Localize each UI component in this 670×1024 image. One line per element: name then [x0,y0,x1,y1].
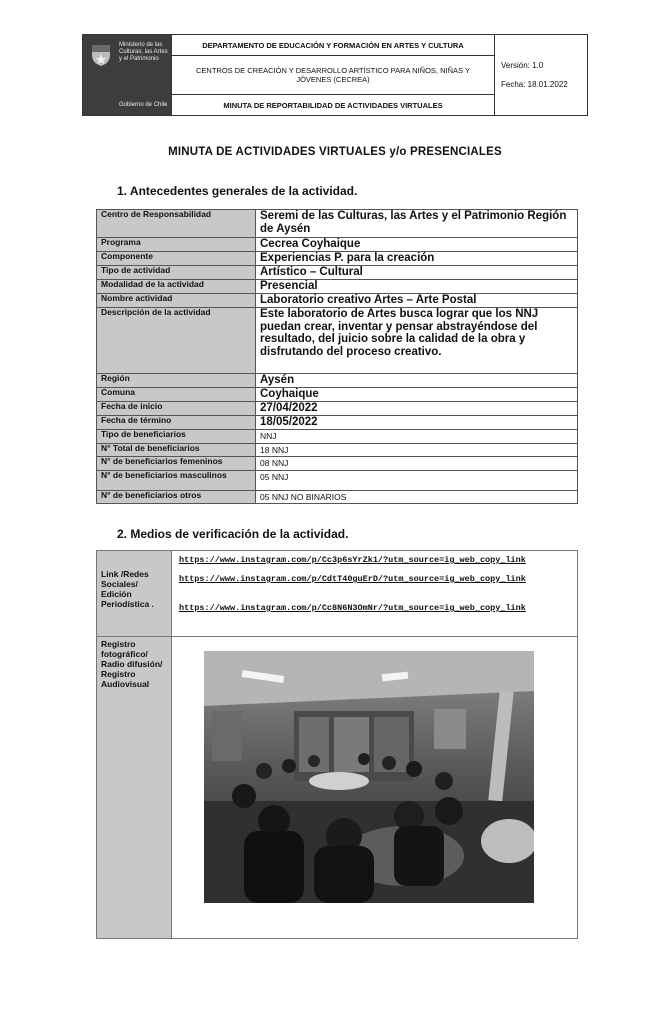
row-value: 05 NNJ NO BINARIOS [256,490,578,504]
row-value: 18/05/2022 [256,416,578,430]
document-type: MINUTA DE REPORTABILIDAD DE ACTIVIDADES VIRTUALES [223,100,443,110]
section1-heading: 1. Antecedentes generales de la actividad. [117,184,358,198]
row-value: Aysén [256,374,578,388]
links-label: Link /Redes Sociales/ Edición Periodística . [97,551,172,637]
row-value: Experiencias P. para la creación [256,252,578,266]
document-header [82,34,588,116]
instagram-link-3[interactable]: https://www.instagram.com/p/Cc8N6N3OmNr/?utm_source=ig_web_copy_link [179,603,526,613]
date-label: Fecha: 18.01.2022 [501,80,568,89]
row-value: Presencial [256,280,578,294]
row-label: N° Total de beneficiarios [97,443,256,457]
row-label: Modalidad de la actividad [97,280,256,294]
row-label: Comuna [97,388,256,402]
ministry-logo [83,35,171,115]
row-label: N° de beneficiarios masculinos [97,470,256,490]
row-value: 08 NNJ [256,457,578,471]
photo-label: Registro fotográfico/ Radio difusión/ Registro Audiovisual [97,637,172,939]
row-value: 27/04/2022 [256,402,578,416]
row-label: Tipo de beneficiarios [97,430,256,444]
page-title: MINUTA DE ACTIVIDADES VIRTUALES y/o PRESENCIALES [168,146,502,158]
instagram-link-1[interactable]: https://www.instagram.com/p/Cc3p6sYrZk1/?utm_source=ig_web_copy_link [179,555,526,565]
activity-photo [204,651,534,903]
row-value: Artístico – Cultural [256,266,578,280]
program-title: CENTROS DE CREACIÓN Y DESARROLLO ARTÍSTICO PARA NIÑOS, NIÑAS Y JÓVENES (CECREA) [172,56,494,95]
coat-of-arms-icon [89,41,113,67]
row-value: Este laboratorio de Artes busca lograr que los NNJ puedan crear, inventar y pensar abstrayéndose del resultado, del juicio sobre la calidad de la obra y disfrutando del proceso creativo. [256,308,578,374]
department-title: DEPARTAMENTO DE EDUCACIÓN Y FORMACIÓN EN ARTES Y CULTURA [172,35,494,56]
row-value: Laboratorio creativo Artes – Arte Postal [256,294,578,308]
verification-table [96,550,578,939]
row-value: Coyhaique [256,388,578,402]
row-value: Seremi de las Culturas, las Artes y el Patrimonio Región de Aysén [256,210,578,238]
version-label: Versión: 1.0 [501,61,544,70]
gobierno-label: Gobierno de Chile [119,102,168,108]
row-value: Cecrea Coyhaique [256,238,578,252]
instagram-link-2[interactable]: https://www.instagram.com/p/CdtT40guErD/?utm_source=ig_web_copy_link [179,574,526,584]
row-label: Tipo de actividad [97,266,256,280]
row-label: Descripción de la actividad [97,308,256,374]
section2-heading: 2. Medios de verificación de la actividad. [117,527,349,541]
ministry-name: Ministerio de las Culturas, las Artes y el Patrimonio [119,42,168,62]
row-label: Nombre actividad [97,294,256,308]
row-label: N° de beneficiarios femeninos [97,457,256,471]
row-label: N° de beneficiarios otros [97,490,256,504]
row-label: Fecha de inicio [97,402,256,416]
row-label: Programa [97,238,256,252]
row-label: Componente [97,252,256,266]
row-label: Centro de Responsabilidad [97,210,256,238]
row-label: Fecha de término [97,416,256,430]
row-value: NNJ [256,430,578,444]
row-value: 18 NNJ [256,443,578,457]
row-value: 05 NNJ [256,470,578,490]
row-label: Región [97,374,256,388]
activity-details-table [96,209,578,504]
